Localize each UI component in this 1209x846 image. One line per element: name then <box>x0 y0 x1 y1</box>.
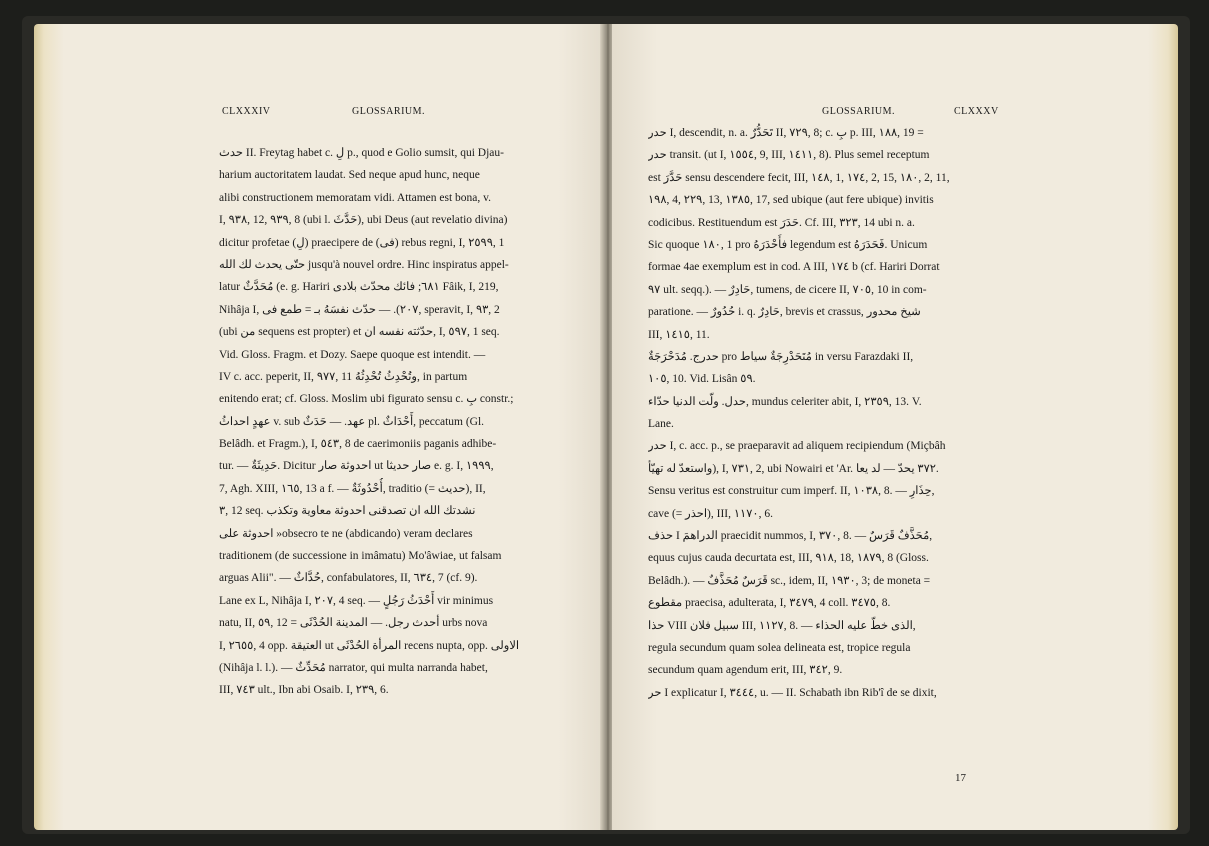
text-line: عهدٍ احداثُ v. sub عهد. — حَدَثٌ pl. أَحْدَاثٌ, peccatum (Gl. <box>219 415 485 428</box>
text-line: حذا VIII سبيل فلان III, ١١٢٧, 8. — الذى خطّ عليه الحذاء, <box>648 619 916 632</box>
text-line: codicibus. Restituendum est حَدَرَ. Cf. III, ٣٢٣, 14 ubi n. a. <box>648 216 915 229</box>
open-book <box>22 16 1190 834</box>
text-line: natu, II, ٥٩, 12 = أحدث رجل. — المدينة الحُدْثَى urbs nova <box>219 617 488 630</box>
text-line: paratione. — حُدُورٌ i. q. حَادِرٌ, brevis et crassus, شيخ محدور <box>648 306 921 319</box>
left-text-column <box>219 142 587 702</box>
text-line: Lane ex L, Nihâja I, ٢٠٧, 4 seq. — أَحْدَثُ رَجُلٍ vir minimus <box>219 594 494 607</box>
text-line: secundum quam agendum erit, III, ٣٤٢, 9. <box>648 664 843 677</box>
text-line: حدث II. Freytag habet c. لِ p., quod e Golio sumsit, qui Djau- <box>219 147 504 159</box>
text-line: احدوثة على »obsecro te ne (abdicando) veram declares <box>219 527 473 540</box>
text-line: Sic quoque ١٨٠, 1 pro فأَحْدَرَهُ legendum est فَحَدَرَهُ. Unicum <box>648 238 928 251</box>
text-line: tur. — حَدِيثَةٌ. Dicitur احدوثة صار ut صار حديثا e. g. I, ١٩٩٩, <box>219 460 494 473</box>
text-line: ١٩٨, 4, ٢٢٩, 13, ١٣٨٥, 17, sed ubique (aut fere ubique) invitis <box>648 194 934 207</box>
text-line: Vid. Gloss. Fragm. et Dozy. Saepe quoque est intendit. — <box>219 348 486 361</box>
text-line: enitendo erat; cf. Gloss. Moslim ubi figurato sensu c. بِ constr.; <box>219 393 514 406</box>
page-number: 17 <box>955 772 966 784</box>
text-line: formae 4ae exemplum est in cod. A III, ١٧٤ b (cf. Hariri Dorrat <box>648 261 940 274</box>
text-line: حتّى يحدث لك الله jusqu'à nouvel ordre. Hinc inspiratus appel- <box>219 258 509 271</box>
text-line: Sensu veritus est construitur cum imperf. II, ١٠٣٨, 8. — حِذَارِ, <box>648 485 935 498</box>
text-line: III, ١٤١٥, 11. <box>648 328 710 341</box>
text-line: dicitur profetae (لِ) praecipere de (فى) rebus regni, I, ٢٥٩٩, 1 <box>219 236 505 249</box>
text-line: I, ٢٦٥٥, 4 opp. العتيقة ut المرأة الحُدْثَى recens nupta, opp. الاولى <box>219 639 520 652</box>
right-page <box>612 24 1178 830</box>
text-line: حر I explicatur I, ٣٤٤٤, u. — II. Schabath ibn Rib'î de se dixit, <box>648 686 937 699</box>
text-line: حدر I, c. acc. p., se praeparavit ad aliquem recipiendum (Miçbâh <box>648 440 946 453</box>
text-line: alibi constructionem memoratam vidi. Attamen est bona, v. <box>219 191 491 204</box>
text-line: Belâdh.). — قَرَسٌ مُحَذَّفٌ sc., idem, II, ١٩٣٠, 3; de moneta = <box>648 574 931 587</box>
running-head-title: GLOSSARIUM. <box>352 106 426 117</box>
page-folio: CLXXXV <box>954 106 999 117</box>
text-line: حدر transit. (ut I, ١٥٥٤, 9, III, ١٤١١, 8). Plus semel receptum <box>648 149 930 162</box>
text-line: Lane. <box>648 418 674 431</box>
text-line: arguas Alii". — حُدَّاثٌ, confabulatores, II, ٦٣٤, 7 (cf. 9). <box>219 572 478 585</box>
text-line: واستعدّ له تهيّأ), I, ٧٣١, 2, ubi Nowairi et 'Ar. ٣٧٢ يحدّ — لد يعا. <box>648 462 939 475</box>
text-line: حدر I, descendit, n. a. تَحَدُّرٌ II, ٧٢٩, 8; c. بِ p. III, ١٨٨, 19 = <box>648 127 924 139</box>
text-line: مقطوع praecisa, adulterata, I, ٣٤٧٩, 4 coll. ٣٤٧٥, 8. <box>648 597 891 610</box>
text-line: حذف I الدراهمَ praecidit nummos, I, ٣٧٠, 8. — مُحَذَّفٌ قَرَسٌ, <box>648 530 933 543</box>
text-line: latur مُحَدَّثٌ (e. g. Hariri ٦٨١; فائك محدّث بلادى Fâik, I, 219, <box>219 281 499 294</box>
text-line: I, ٩٣٨, 12, ٩٣٩, 8 (ubi l. حَدَّثَ), ubi Deus (aut revelatio divina) <box>219 214 508 227</box>
text-line: ٩٧ ult. seqq.). — حَادِرٌ, tumens, de cicere II, ٧٠٥, 10 in com- <box>648 283 927 296</box>
text-line: ١٠٥, 10. Vid. Lisân ٥٩. <box>648 373 756 386</box>
text-line: III, ٧٤٣ ult., Ibn abi Osaib. I, ٢٣٩, 6. <box>219 684 389 697</box>
text-line: حدرج. مُدَحْرَجَةٌ pro مُتَحَدْرِجَةٌ سياط in versu Farazdaki II, <box>648 350 914 363</box>
text-line: cave (= احذر), III, ١١٧٠, 6. <box>648 507 773 520</box>
text-line: (ubi من sequens est propter) et حدّثته نفسه ان, I, ٥٩٧, 1 seq. <box>219 326 500 339</box>
running-head-title: GLOSSARIUM. <box>822 106 896 117</box>
text-line: equus cujus cauda decurtata est, III, ٩١٨, 18, ١٨٧٩, 8 (Gloss. <box>648 552 929 565</box>
text-line: IV c. acc. peperit, II, ٩٧٧, 11 وتُحْدِثُ تُحْدِثُهُ, in partum <box>219 370 468 383</box>
text-line: (Nihâja l. l.). — مُحَدِّثٌ narrator, qui multa narranda habet, <box>219 661 488 674</box>
right-text-column <box>648 122 1011 704</box>
text-line: traditionem (de successione in imâmatu) Mo'âwiae, ut falsam <box>219 550 502 563</box>
text-line: est حَدَّرَ sensu descendere fecit, III, ١٤٨, 1, ١٧٤, 2, 15, ١٨٠, 2, 11, <box>648 171 950 184</box>
text-line: Belâdh. et Fragm.), I, ٥٤٣, 8 de caerimoniis paganis adhibe- <box>219 438 497 451</box>
text-line: Nihâja I, ٢٠٧). — حدّث نفسَهُ بـ = طمع فى, speravit, I, ٩٣, 2 <box>219 303 500 316</box>
page-folio: CLXXXIV <box>222 106 271 117</box>
text-line: harium auctoritatem laudat. Sed neque apud hunc, neque <box>219 169 480 182</box>
text-line: 7, Agh. XIII, ١٦٥, 13 a f. — أُحْدُوثَةٌ, traditio (= حديث), II, <box>219 482 486 495</box>
text-line: ٣, 12 seq. نشدتك الله ان تصدقنى احدوثة معاوية وتكذب <box>219 505 476 518</box>
left-page <box>34 24 604 830</box>
text-line: regula secundum quam solea delineata est, tropice regula <box>648 641 911 654</box>
text-line: حدل. ولّت الدنيا حدّاء, mundus celeriter abit, I, ٢٣٥٩, 13. V. <box>648 395 922 408</box>
